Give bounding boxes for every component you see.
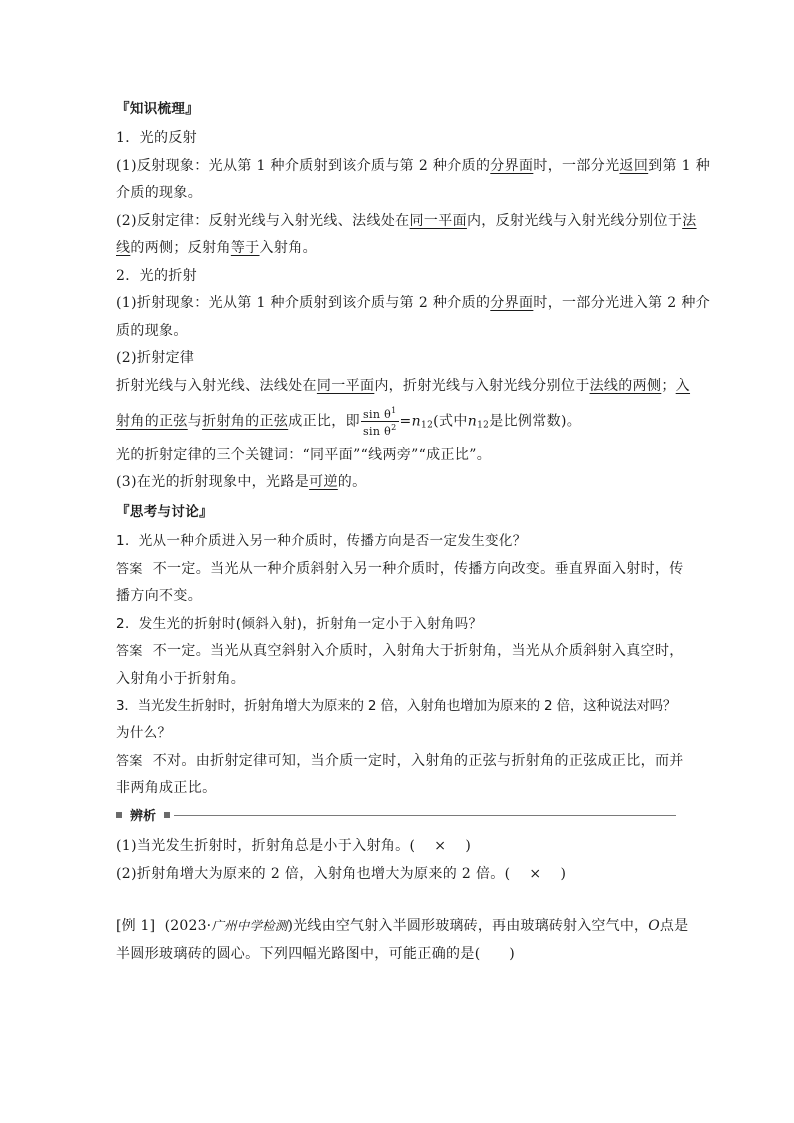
paragraph-refraction-formula: 射角的正弦与折射角的正弦成正比，即 $\frac{\sin \theta^1}{\sin \theta^2}$ $=n_{12}$(式中$n_{12}$是比例常数)。 [116, 406, 582, 438]
answer-label: 答案 [116, 754, 143, 769]
divider-rule [174, 815, 676, 816]
example-1-cont: 半圆形玻璃砖的圆心。下列四幅光路图中，可能正确的是( ) [116, 946, 516, 962]
answer-3-cont: 非两角成正比。 [116, 780, 217, 796]
bullet-square-icon [164, 812, 170, 818]
bullet-square-icon [116, 812, 122, 818]
question-3-cont: 为什么？ [116, 725, 172, 741]
example-source: 广州中学检测 [211, 918, 288, 933]
section-title-discussion: 『思考与讨论』 [116, 504, 213, 520]
paragraph-refraction-phenomenon: (1)折射现象：光从第 1 种介质射到该介质与第 2 种介质的分界面时，一部分光进入第 2 种介 [116, 295, 711, 311]
cross-mark: × [434, 838, 447, 854]
section-title-knowledge: 『知识梳理』 [116, 101, 200, 117]
paragraph-refraction-phenomenon-cont: 质的现象。 [116, 323, 188, 339]
heading-refraction: 2．光的折射 [116, 268, 198, 284]
cross-mark: × [529, 866, 542, 882]
paragraph-refraction-law: 折射光线与入射光线、法线处在同一平面内，折射光线与入射光线分别位于法线的两侧；入 [116, 378, 691, 394]
answer-label: 答案 [116, 644, 143, 659]
answer-2: 答案 不一定。当光从真空斜射入介质时，入射角大于折射角，当光从介质斜射入真空时， [116, 643, 684, 659]
paragraph-reflection-phenomenon-cont: 介质的现象。 [116, 185, 203, 201]
answer-1: 答案 不一定。当光从一种介质斜射入另一种介质时，传播方向改变。垂直界面入射时，传 [116, 561, 684, 577]
paragraph-reflection-law: (2)反射定律：反射光线与入射光线、法线处在同一平面内，反射光线与入射光线分别位于法 [116, 213, 697, 229]
answer-3: 答案 不对。由折射定律可知，当介质一定时，入射角的正弦与折射角的正弦成正比，而并 [116, 753, 684, 769]
question-1: 1．光从一种介质进入另一种介质时，传播方向是否一定发生变化？ [116, 533, 527, 549]
answer-1-cont: 播方向不变。 [116, 588, 203, 604]
question-2: 2．发生光的折射时(倾斜入射)，折射角一定小于入射角吗？ [116, 616, 483, 632]
analysis-label: 辨析 [130, 809, 157, 824]
example-1: [例 1] (2023·广州中学检测)光线由空气射入半圆形玻璃砖，再由玻璃砖射入空气中，O点是 [116, 918, 689, 934]
answer-label: 答案 [116, 562, 143, 577]
judgement-2: (2)折射角增大为原来的 2 倍，入射角也增大为原来的 2 倍。( × ) [116, 866, 567, 882]
paragraph-reflection-phenomenon: (1)反射现象：光从第 1 种介质射到该介质与第 2 种介质的分界面时，一部分光返回到第 1 种 [116, 158, 711, 174]
snell-fraction: $\frac{\sin \theta^1}{\sin \theta^2}$ [362, 406, 397, 438]
heading-reflection: 1．光的反射 [116, 130, 198, 146]
analysis-divider [116, 808, 676, 822]
heading-refraction-law: (2)折射定律 [116, 350, 195, 366]
paragraph-reversible: (3)在光的折射现象中，光路是可逆的。 [116, 474, 367, 490]
judgement-1: (1)当光发生折射时，折射角总是小于入射角。( × ) [116, 838, 472, 854]
answer-2-cont: 入射角小于折射角。 [116, 671, 246, 687]
example-label: [例 1] [116, 918, 156, 934]
paragraph-reflection-law-cont: 线的两侧；反射角等于入射角。 [116, 240, 317, 256]
question-3: 3．当光发生折射时，折射角增大为原来的 2 倍，入射角也增加为原来的 2 倍，这种说法对吗？ [116, 698, 677, 714]
paragraph-keywords: 光的折射定律的三个关键词：“同平面”“线两旁”“成正比”。 [116, 447, 492, 463]
